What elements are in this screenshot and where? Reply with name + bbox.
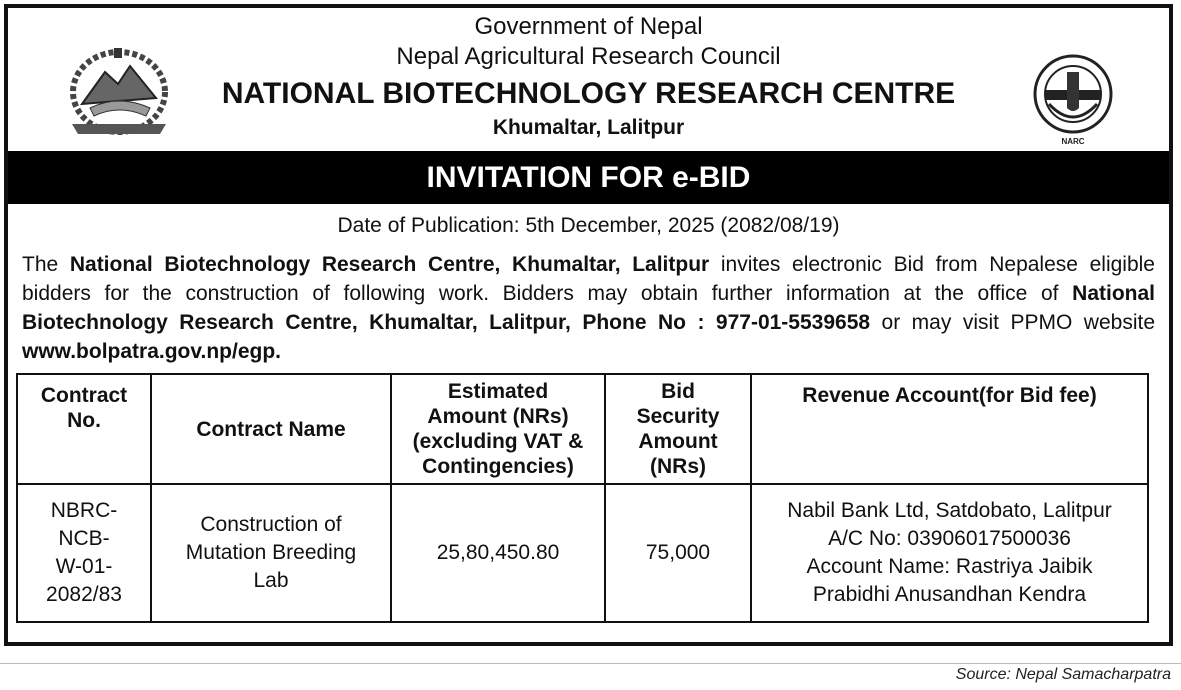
government-title: Government of Nepal bbox=[474, 13, 703, 40]
divider bbox=[0, 663, 1181, 664]
header-estimated-amount: Estimated Amount (NRs) (excluding VAT & Contingencies) bbox=[391, 374, 605, 484]
organization-name: National Biotechnology Research Centre, Khumaltar, Lalitpur bbox=[69, 253, 710, 276]
publication-date: Date of Publication: 5th December, 2025 (2082/08/19) bbox=[337, 214, 840, 237]
cell-revenue-account: Nabil Bank Ltd, Satdobato, Lalitpur A/C No: 03906017500036 Account Name: Rastriya Jaibik Prabidhi Anusandhan Kendra bbox=[751, 484, 1148, 622]
source-credit: Source: Nepal Samacharpatra bbox=[955, 666, 1171, 683]
cell-contract-name: Construction of Mutation Breeding Lab bbox=[151, 484, 391, 622]
table-row bbox=[17, 484, 1148, 622]
notice-header bbox=[8, 8, 1169, 151]
header-bid-security: Bid Security Amount (NRs) bbox=[605, 374, 751, 484]
body-text: or may visit PPMO website bbox=[870, 311, 1155, 334]
centre-title: NATIONAL BIOTECHNOLOGY RESEARCH CENTRE bbox=[221, 77, 956, 110]
phone-number: Phone No : 977-01-5539658 bbox=[570, 311, 871, 334]
notice-body bbox=[22, 250, 1155, 366]
header-contract-name: Contract Name bbox=[151, 374, 391, 484]
website-link[interactable]: www.bolpatra.gov.np/egp. bbox=[22, 340, 282, 363]
invitation-banner: INVITATION FOR e-BID bbox=[8, 151, 1169, 204]
svg-text:NARC: NARC bbox=[1061, 137, 1085, 146]
cell-contract-no: NBRC- NCB- W-01- 2082/83 bbox=[17, 484, 151, 622]
header-revenue-account: Revenue Account(for Bid fee) bbox=[751, 374, 1148, 484]
body-text: The bbox=[22, 253, 70, 276]
table-header-row bbox=[17, 374, 1148, 484]
body-text: invites electronic Bid from Nepalese eligible bidders for the construction of following work. Bidders may obtain further information at the office of bbox=[22, 253, 1155, 305]
header-contract-no: Contract No. bbox=[17, 374, 151, 484]
council-title: Nepal Agricultural Research Council bbox=[396, 43, 781, 70]
contract-table bbox=[16, 373, 1149, 623]
cell-estimated-amount: 25,80,450.80 bbox=[391, 484, 605, 622]
cell-bid-security: 75,000 bbox=[605, 484, 751, 622]
narc-logo-icon bbox=[1025, 50, 1121, 146]
header-text bbox=[8, 12, 1169, 142]
organization-name: National Biotechnology Research Centre, Khumaltar, Lalitpur, bbox=[22, 282, 1155, 334]
centre-location: Khumaltar, Lalitpur bbox=[492, 116, 685, 139]
